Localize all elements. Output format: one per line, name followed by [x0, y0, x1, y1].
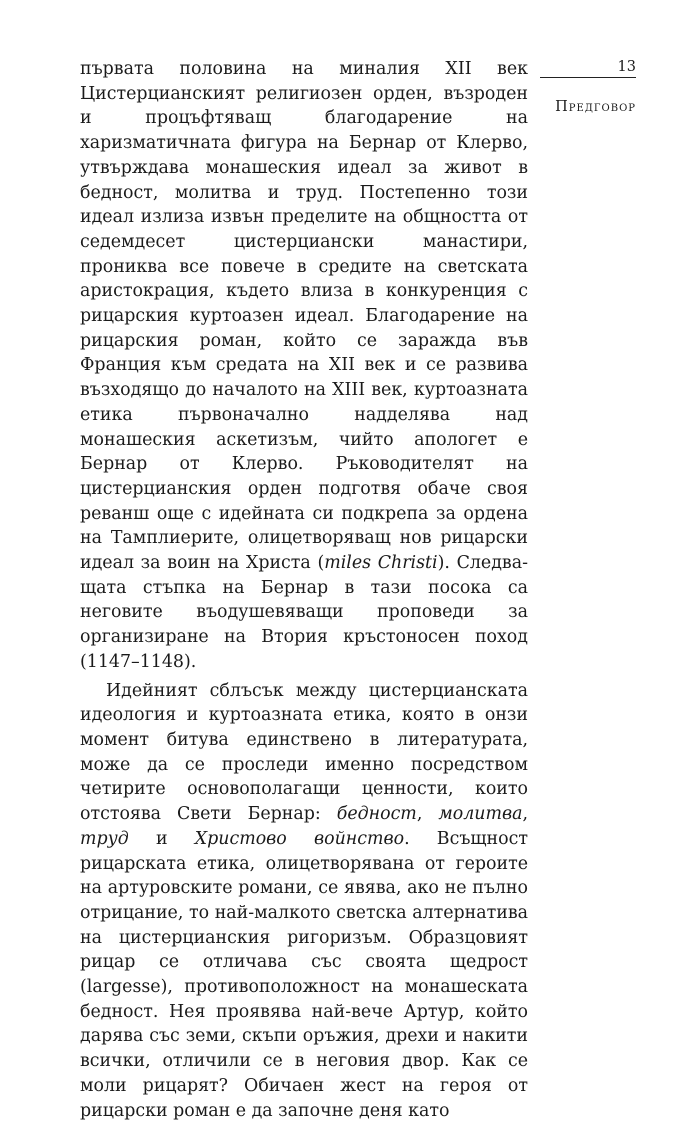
text-segment: Идейният сблъсък между цистерцианската идеология и куртоазната етика, която в онзи момент битува единствено в литературата, може да се проследи именно посредством четирите основополагащи ценности, които отстоява Свети Бернар: — [80, 680, 528, 825]
running-head: Предговор — [555, 99, 636, 115]
italic-text: бедност — [336, 804, 417, 825]
italic-text: труд — [80, 828, 129, 849]
italic-text: Христово войнство — [194, 828, 405, 849]
italic-text: miles Christi — [324, 553, 438, 574]
text-segment: , — [522, 804, 528, 825]
header-rule — [540, 77, 636, 78]
text-segment: и — [128, 828, 195, 849]
paragraph — [80, 679, 528, 1123]
italic-text: молитва — [438, 804, 523, 825]
text-segment: , — [416, 804, 439, 825]
text-segment: . Всъщност рицарската етика, олицетворявана от героите на артуровските романи, се явява, ако не пълно отрицание, то най-малкото светска алтернатива на цистерцианския ригоризъм. Образцовият рицар се отличава със своята щедрост (largesse), противоположност на монашеската бедност. Нея проявява най-вече Артур, който дарява със земи, скъпи оръжия, дрехи и накити всички, отличили се в неговия двор. Как се моли рицарят? Обичаен жест на героя от рицарски роман е да започне деня като — [80, 828, 528, 1121]
body-text — [80, 57, 528, 1123]
page-number: 13 — [617, 59, 636, 75]
text-segment: първата половина на миналия XII век Цистерцианският религиозен орден, възроден и процъфтяващ благодарение на харизматичната фигура на Бернар от Клерво, утвърждава монашеския идеал за живот в бедност, молитва и труд. Постепенно този идеал излиза извън пределите на общността от седемдесет цистерциански манастири, прониква все повече в средите на светската аристокрация, където влиза в конкуренция с рицарския куртоазен идеал. Благодарение на рицарския роман, който се заражда във Франция към средата на XII век и се развива възходящо до началото на XIII век, куртоазната етика първоначално надделява над монашеския аскетизъм, чийто апологет е Бернар от Клерво. Ръководителят на цистерцианския орден подготвя обаче своя реванш още с идейната си подкрепа за ордена на Тамплиерите, олицетворяващ нов рицарски идеал за воин на Христа ( — [80, 59, 528, 574]
paragraph — [80, 57, 528, 675]
text-segment: ). Следващата стъпка на Бернар в тази посока са неговите въодушевяващи проповеди за организиране на Втория кръстоносен поход (1147–1148). — [80, 553, 528, 672]
